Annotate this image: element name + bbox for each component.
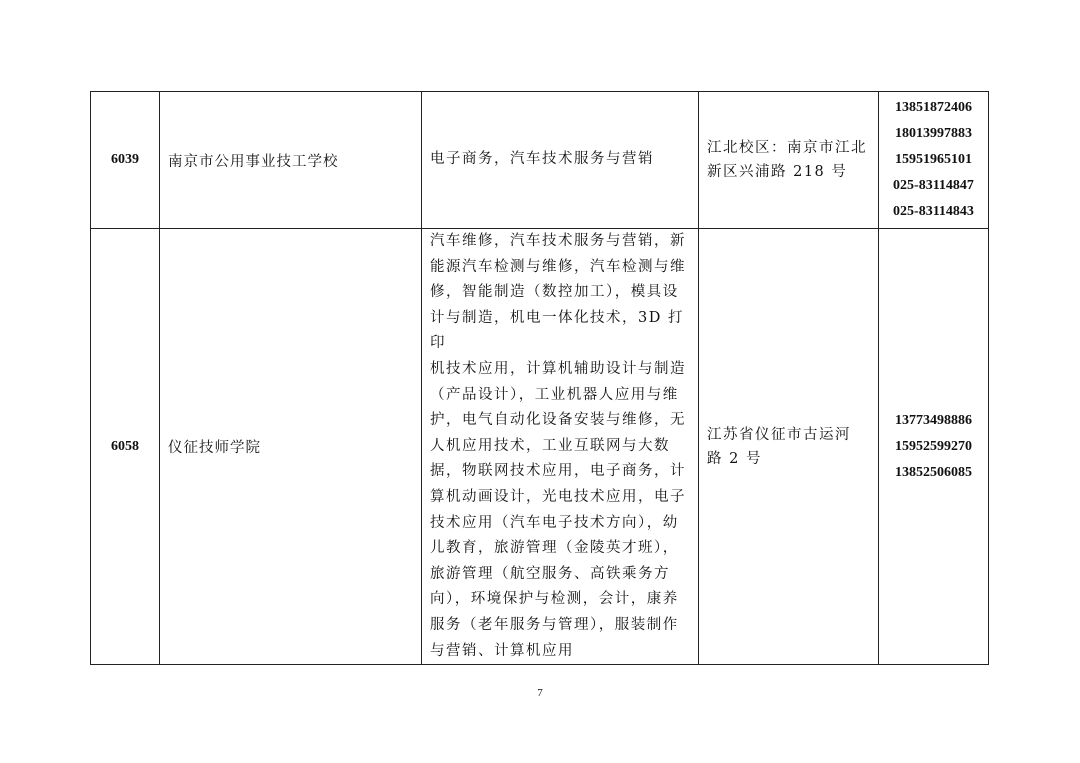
address-line: 新区兴浦路 218 号 — [707, 164, 848, 180]
phone-number: 15952599270 — [895, 438, 972, 454]
school-name: 南京市公用事业技工学校 — [160, 92, 422, 229]
phone-cell — [879, 92, 989, 229]
address-cell — [699, 229, 879, 665]
major-line: 向），环境保护与检测，会计，康养 — [430, 591, 679, 608]
page-number: 7 — [537, 687, 543, 699]
phone-number: 13851872406 — [895, 100, 972, 115]
address-line: 路 2 号 — [707, 450, 762, 467]
major-line: 技术应用（汽车电子技术方向），幼 — [430, 514, 679, 531]
phone-number: 025-83114847 — [893, 178, 974, 193]
phone-number: 025-83114843 — [893, 204, 974, 219]
major-line: 算机动画设计，光电技术应用，电子 — [430, 488, 686, 505]
major-line: 汽车维修，汽车技术服务与营销，新 — [430, 233, 686, 249]
major-line: 护，电气自动化设备安装与维修，无 — [430, 412, 686, 429]
table-row — [91, 92, 989, 229]
phone-number: 13852506085 — [895, 464, 972, 480]
major-line: 服务（老年服务与管理），服装制作 — [430, 616, 679, 633]
phone-cell — [879, 229, 989, 665]
majors-cell — [422, 92, 699, 229]
major-line: 电子商务，汽车技术服务与营销 — [430, 151, 654, 168]
major-line: 旅游管理（航空服务、高铁乘务方 — [430, 565, 670, 582]
major-line: 能源汽车检测与维修，汽车检测与维 — [430, 258, 686, 275]
table-row — [91, 229, 989, 665]
phone-number: 15951965101 — [895, 152, 972, 167]
major-line: （产品设计），工业机器人应用与维 — [430, 386, 679, 403]
school-table — [90, 91, 989, 665]
major-line: 据，物联网技术应用，电子商务，计 — [430, 463, 686, 480]
major-line: 修，智能制造（数控加工），模具设 — [430, 284, 679, 301]
address-line: 江苏省仪征市古运河 — [707, 426, 851, 443]
school-code: 6039 — [91, 92, 160, 229]
school-code: 6058 — [91, 229, 160, 665]
major-line: 计与制造，机电一体化技术，3D 打印 — [430, 309, 684, 352]
major-line: 与营销、计算机应用 — [430, 642, 574, 659]
address-line: 江北校区：南京市江北 — [707, 140, 867, 156]
school-name: 仪征技师学院 — [160, 229, 422, 665]
phone-number: 18013997883 — [895, 126, 972, 141]
major-line: 机技术应用，计算机辅助设计与制造 — [430, 360, 686, 377]
address-cell — [699, 92, 879, 229]
major-line: 人机应用技术，工业互联网与大数 — [430, 437, 670, 454]
phone-number: 13773498886 — [895, 412, 972, 428]
majors-cell — [422, 229, 699, 665]
major-line: 儿教育，旅游管理（金陵英才班）， — [430, 540, 679, 557]
